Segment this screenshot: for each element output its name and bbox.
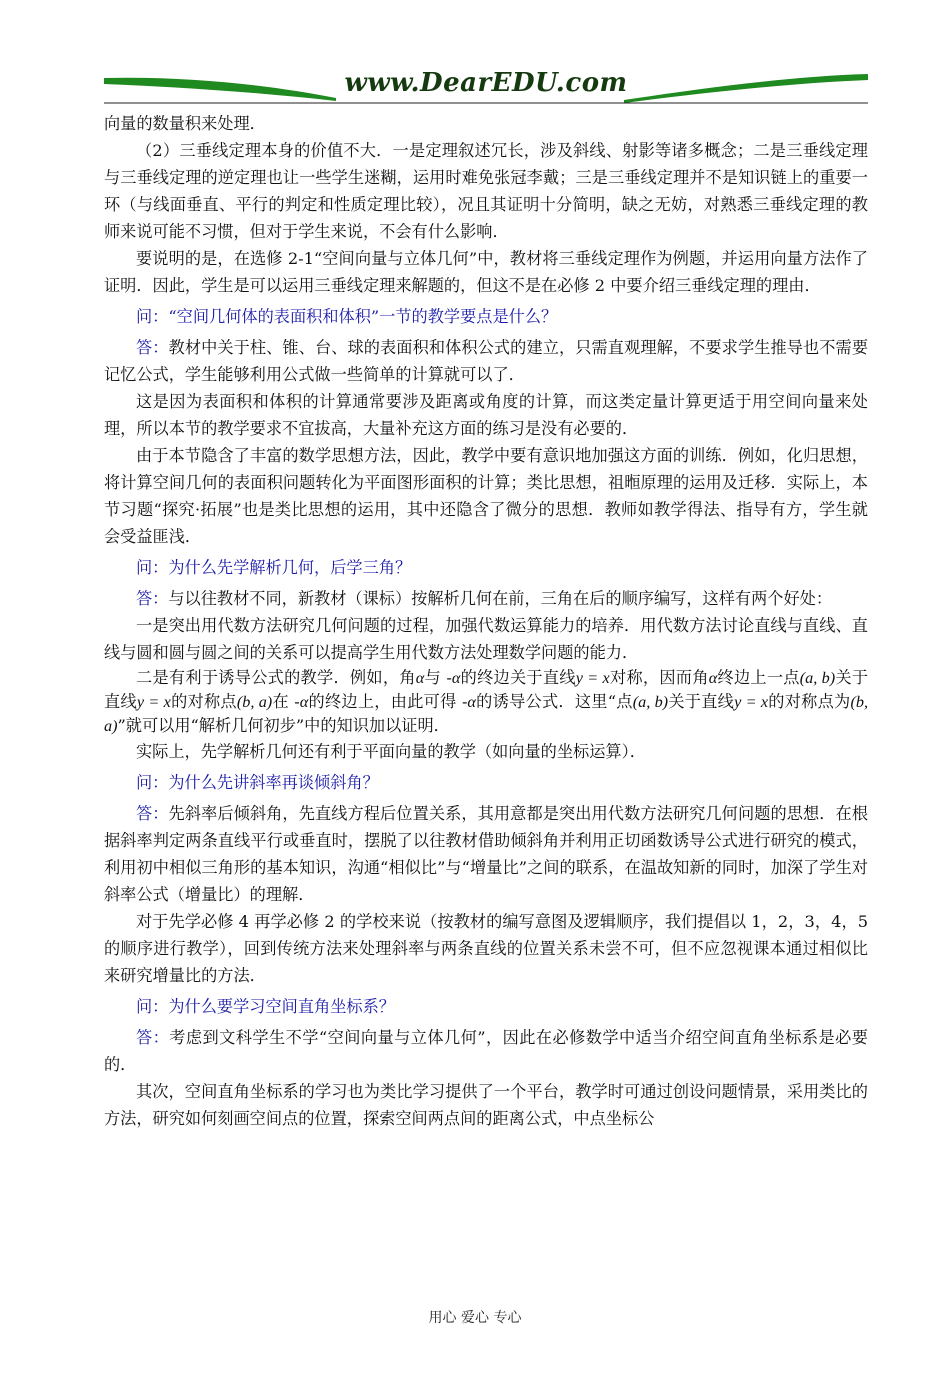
question-heading: 问：为什么先讲斜率再谈倾斜角？ xyxy=(136,773,379,792)
answer-label: 答： xyxy=(136,804,169,823)
answer-paragraph xyxy=(104,800,868,908)
answer-paragraph xyxy=(104,1024,868,1078)
paragraph: 由于本节隐含了丰富的数学思想方法，因此，教学中要有意识地加强这方面的训练．例如，化归思想，将计算空间几何的表面积问题转化为平面图形面积的计算；类比思想，祖暅原理的运用及迁移．实际上，本节习题“探究·拓展”也是类比思想的运用，其中还隐含了微分的思想．教师如教学得法、指导有方，学生就会受益匪浅． xyxy=(104,446,868,546)
question-heading: 问：“空间几何体的表面积和体积”一节的教学要点是什么？ xyxy=(136,307,558,326)
site-url-logo: www.DearEDU.com xyxy=(344,68,628,98)
formula-paragraph: 二是有利于诱导公式的教学．例如，角α与 -α的终边关于直线y = x对称，因而角α终边上一点(a, b)关于直线y = x的对称点(b, a)在 -α的终边上，由此可得 -α的诱导公式．这里“点(a, b)关于直线y = x的对称点为(b, a)”就可以用“解析几何初步”中的知识加以证明． xyxy=(104,668,869,735)
paragraph: 其次，空间直角坐标系的学习也为类比学习提供了一个平台，教学时可通过创设问题情景，采用类比的方法，研究如何刻画空间点的位置，探索空间两点间的距离公式，中点坐标公 xyxy=(104,1082,868,1128)
paragraph: 对于先学必修 4 再学必修 2 的学校来说（按教材的编写意图及逻辑顺序，我们提倡以 1，2，3，4，5 的顺序进行教学），回到传统方法来处理斜率与两条直线的位置关系未尝不可，但不应忽视课本通过相似比来研究增量比的方法． xyxy=(104,912,868,985)
question-heading: 问：为什么要学习空间直角坐标系？ xyxy=(136,997,395,1016)
answer-paragraph xyxy=(104,334,868,388)
answer-text: 教材中关于柱、锥、台、球的表面积和体积公式的建立，只需直观理解，不要求学生推导也不需要记忆公式，学生能够利用公式做一些简单的计算就可以了． xyxy=(104,338,869,384)
answer-text: 与以往教材不同，新教材（课标）按解析几何在前，三角在后的顺序编写，这样有两个好处： xyxy=(168,589,833,608)
answer-paragraph xyxy=(104,585,868,612)
question-heading: 问：为什么先学解析几何，后学三角？ xyxy=(136,558,412,577)
answer-label: 答： xyxy=(136,589,169,608)
page-footer: 用心 爱心 专心 xyxy=(428,1310,522,1326)
paragraph: 向量的数量积来处理． xyxy=(104,114,266,133)
answer-label: 答： xyxy=(136,338,169,357)
paragraph: 实际上，先学解析几何还有利于平面向量的教学（如向量的坐标运算）． xyxy=(136,742,646,761)
paragraph: 这是因为表面积和体积的计算通常要涉及距离或角度的计算，而这类定量计算更适于用空间向量来处理，所以本节的教学要求不宜拔高，大量补充这方面的练习是没有必要的． xyxy=(104,392,868,438)
paragraph: 要说明的是，在选修 2-1“空间向量与立体几何”中，教材将三垂线定理作为例题，并运用向量方法作了证明．因此，学生是可以运用三垂线定理来解题的，但这不是在必修 2 中要介绍三垂线定理的理由． xyxy=(104,249,868,295)
paragraph: 一是突出用代数方法研究几何问题的过程，加强代数运算能力的培养．用代数方法讨论直线与直线、直线与圆和圆与圆之间的关系可以提高学生用代数方法处理数学问题的能力． xyxy=(104,616,868,662)
paragraph: （2）三垂线定理本身的价值不大．一是定理叙述冗长，涉及斜线、射影等诸多概念；二是三垂线定理与三垂线定理的逆定理也让一些学生迷糊，运用时难免张冠李戴；三是三垂线定理并不是知识链上的重要一环（与线面垂直、平行的判定和性质定理比较），况且其证明十分简明，缺之无妨，对熟悉三垂线定理的教师来说可能不习惯，但对于学生来说，不会有什么影响． xyxy=(104,141,868,241)
answer-label: 答： xyxy=(136,1028,170,1047)
answer-text: 先斜率后倾斜角，先直线方程后位置关系，其用意都是突出用代数方法研究几何问题的思想．在根据斜率判定两条直线平行或垂直时，摆脱了以往教材借助倾斜角并利用正切函数诱导公式进行研究的模式，利用初中相似三角形的基本知识，沟通“相似比”与“增量比”之间的联系，在温故知新的同时，加深了学生对斜率公式（增量比）的理解． xyxy=(104,804,869,904)
document-body xyxy=(104,110,868,1132)
answer-text: 考虑到文科学生不学“空间向量与立体几何”，因此在必修数学中适当介绍空间直角坐标系是必要的． xyxy=(104,1028,868,1074)
page-header xyxy=(104,62,868,108)
